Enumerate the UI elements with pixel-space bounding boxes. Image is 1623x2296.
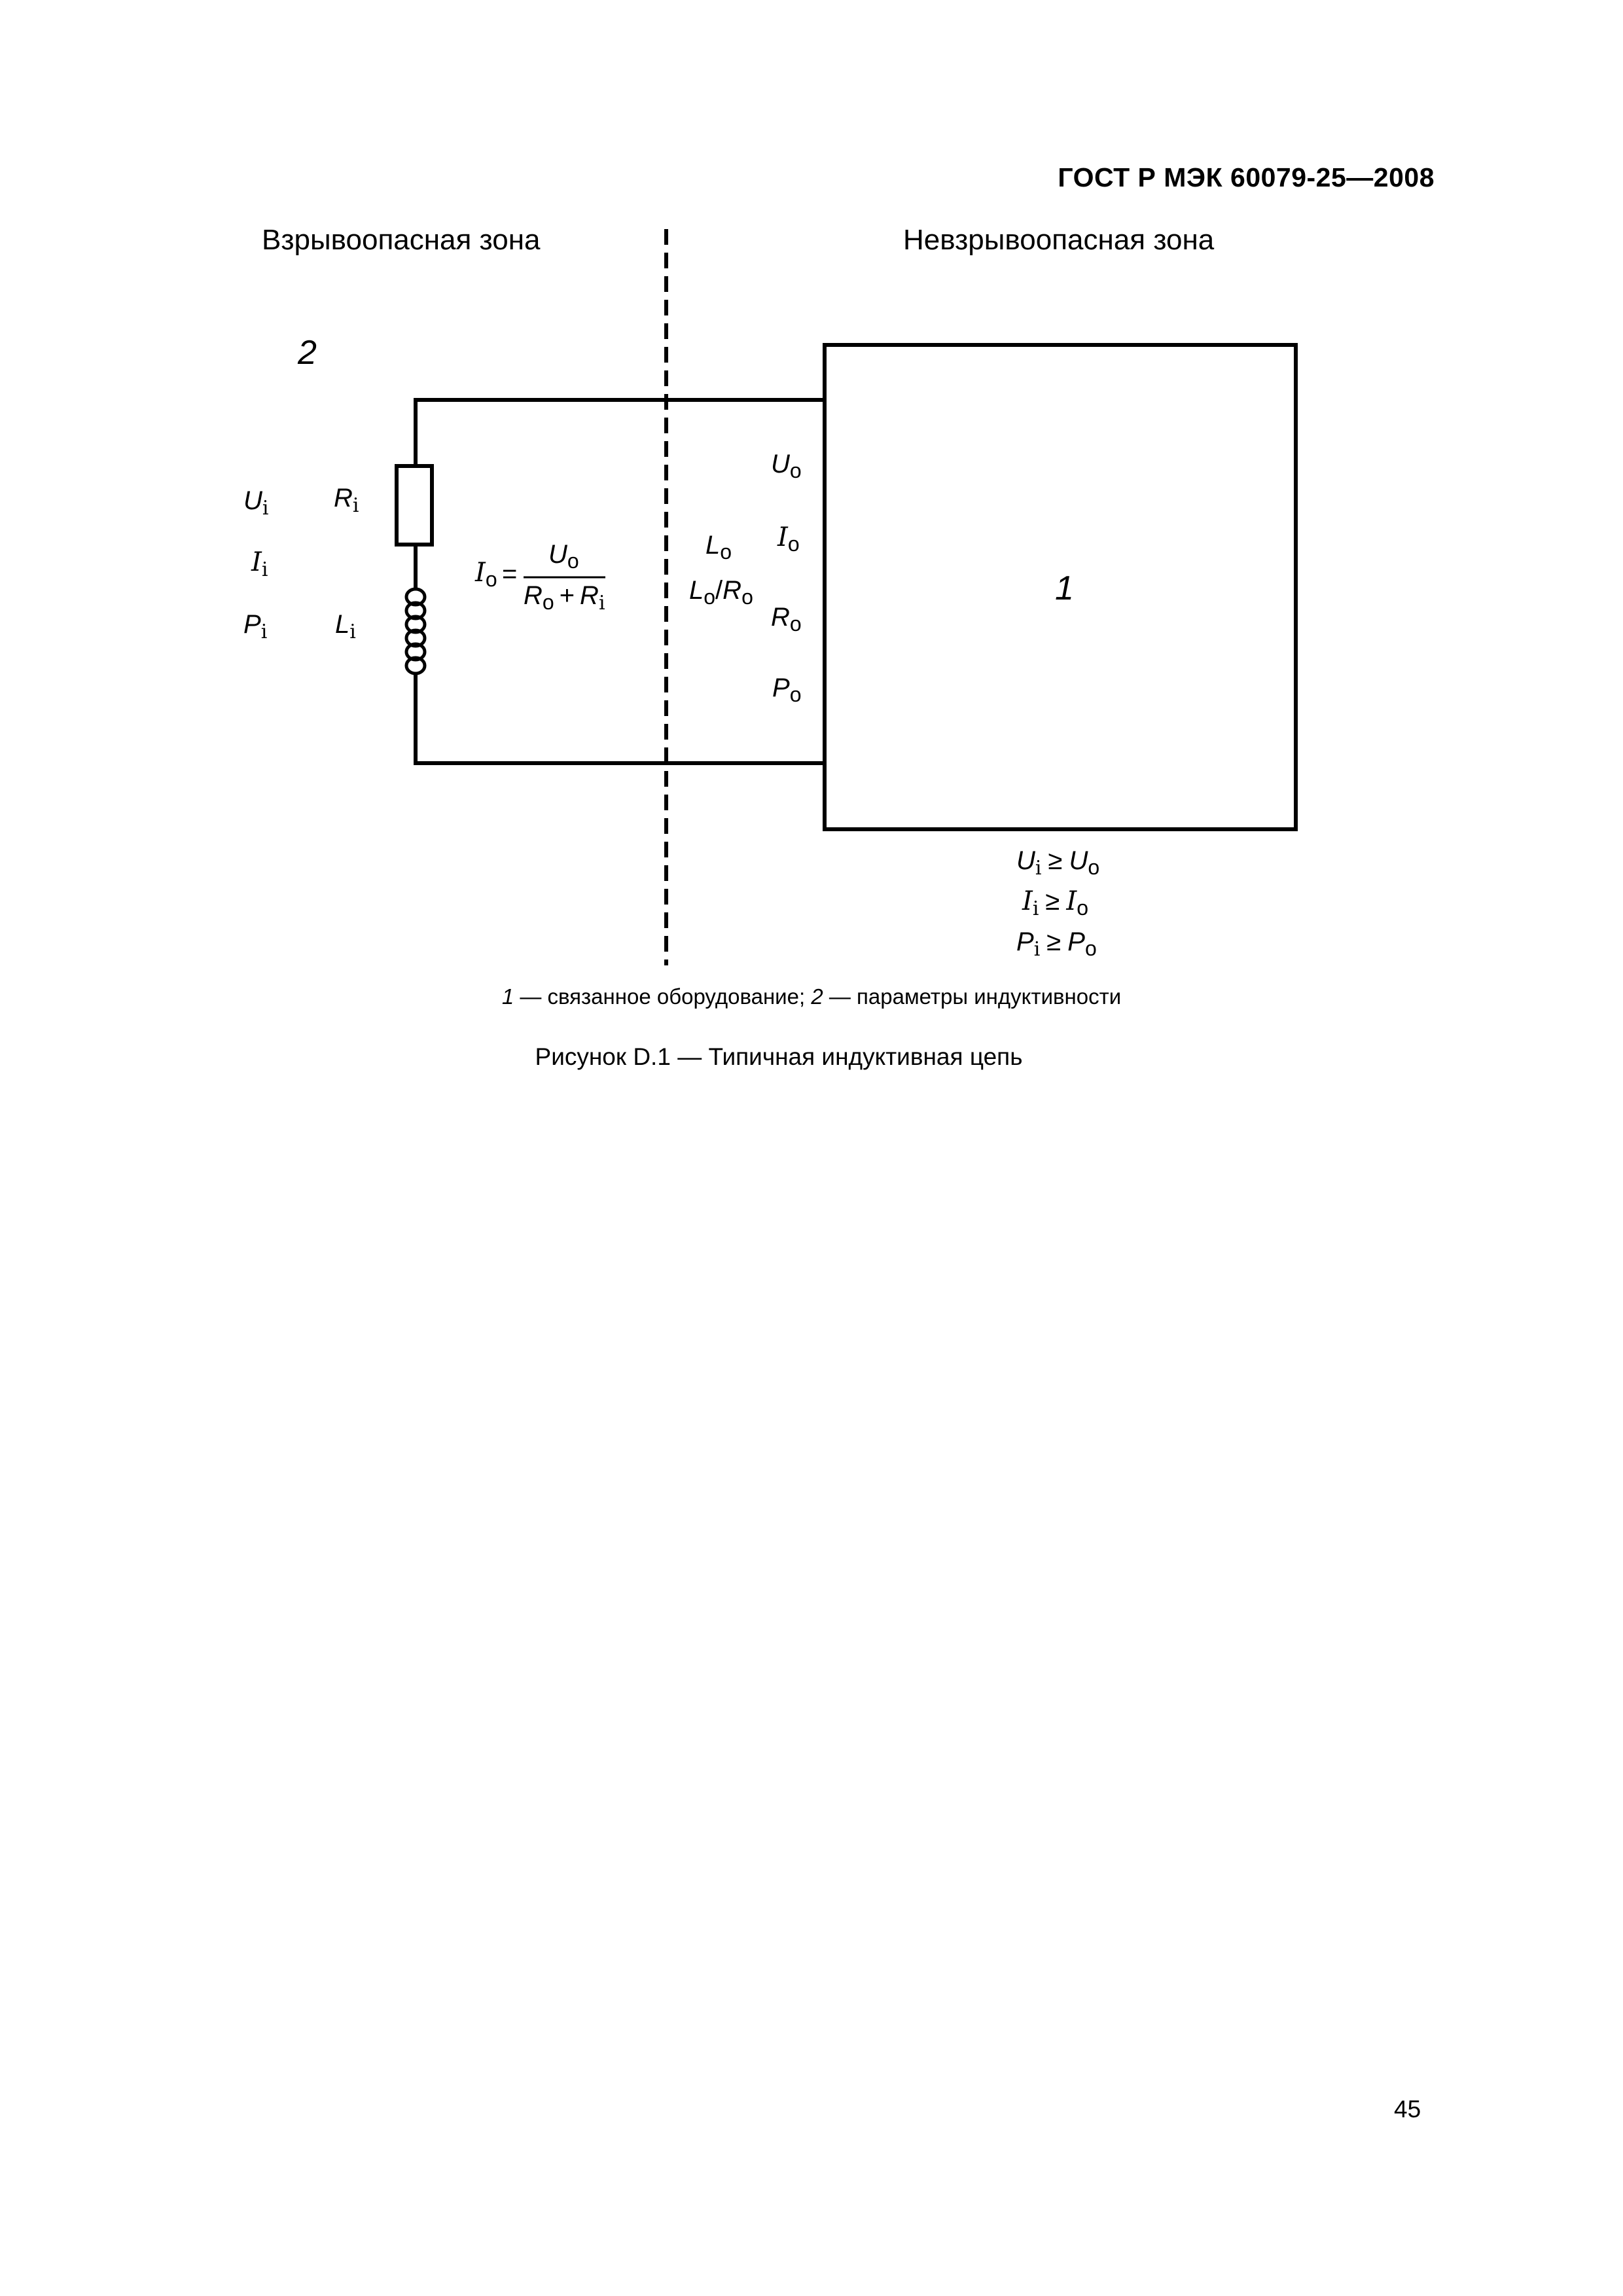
param-ui: $U_i$ xyxy=(243,486,269,520)
non-hazardous-zone-label: Невзрывоопасная зона xyxy=(903,224,1215,256)
bottom-wire xyxy=(416,674,825,763)
legend-number-2: 2 xyxy=(811,984,823,1009)
param-lo: $L_o$ xyxy=(705,531,732,564)
legend-number-1: 1 xyxy=(501,984,514,1009)
document-header: ГОСТ Р МЭК 60079-25—2008 xyxy=(1058,162,1435,192)
condition-i: $I_i \ge I_o$ xyxy=(1022,886,1088,920)
condition-p: $P_i \ge P_o$ xyxy=(1016,927,1097,961)
param-li: $L_i$ xyxy=(335,610,356,643)
param-uo: $U_o$ xyxy=(771,450,802,482)
param-pi: $P_i$ xyxy=(243,610,268,643)
legend-text-2: — параметры индуктивности xyxy=(823,984,1122,1009)
param-po: $P_o$ xyxy=(772,673,802,706)
figure-legend xyxy=(0,984,1623,1009)
marker-2: 2 xyxy=(298,334,317,372)
inductor-symbol xyxy=(406,589,425,673)
formula-io: $I_o$ xyxy=(475,558,497,591)
marker-1: 1 xyxy=(1055,569,1074,607)
param-lo-ro: $L_o/R_o$ xyxy=(689,576,753,609)
legend-text-1: — связанное оборудование; xyxy=(514,984,812,1009)
page-number: 45 xyxy=(1394,2096,1421,2123)
formula-denominator: $R_o + R_i$ xyxy=(524,581,605,615)
param-ro: $R_o$ xyxy=(771,603,802,636)
formula-numerator: $U_o$ xyxy=(548,540,579,573)
param-ii: $I_i$ xyxy=(251,547,268,581)
param-ri: $R_i$ xyxy=(334,484,359,517)
top-wire xyxy=(416,400,825,466)
formula-equals: = xyxy=(502,560,518,588)
conditions xyxy=(1016,846,1099,961)
hazardous-zone-label: Взрывоопасная зона xyxy=(262,224,541,256)
resistor-symbol xyxy=(397,466,432,545)
figure-caption: Рисунок D.1 — Типичная индуктивная цепь xyxy=(535,1043,1023,1070)
param-io: $I_o$ xyxy=(777,522,800,556)
condition-u: $U_i \ge U_o$ xyxy=(1016,846,1100,880)
